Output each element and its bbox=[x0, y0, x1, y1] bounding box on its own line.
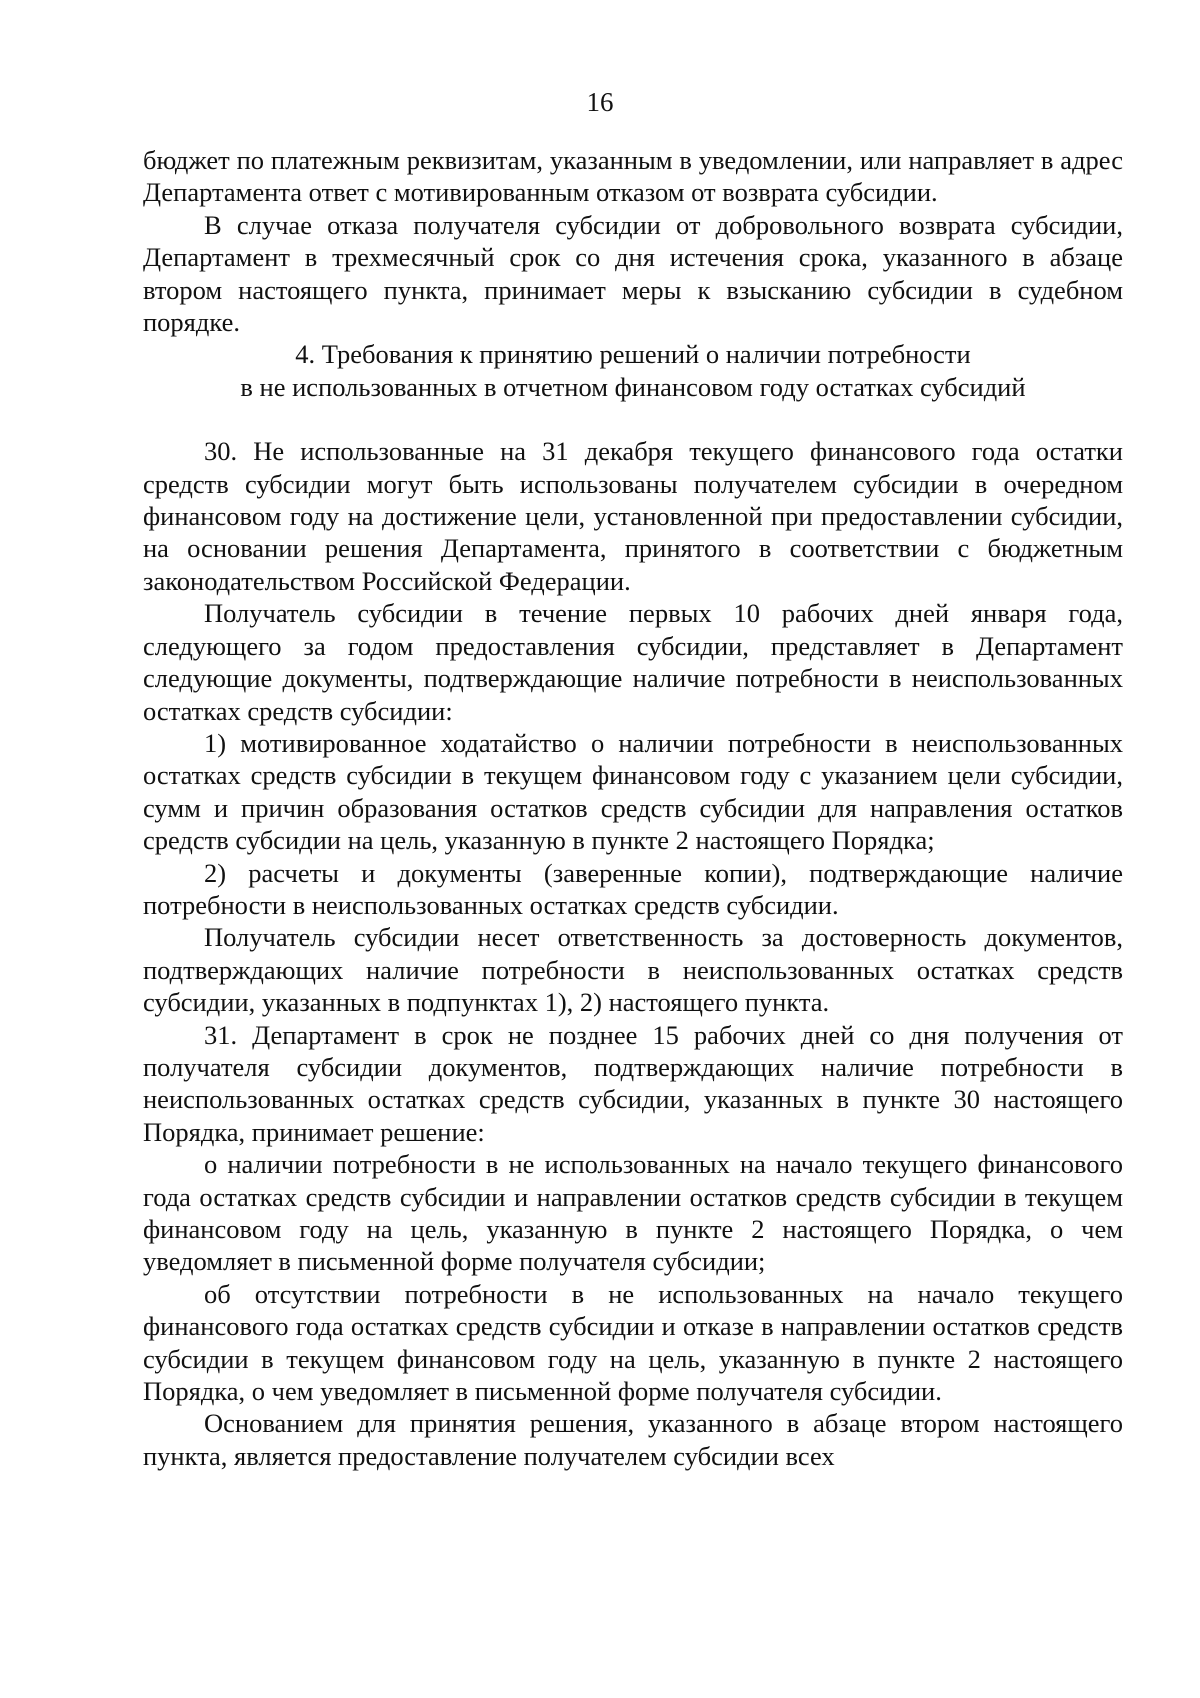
paragraph-decision-need: о наличии потребности в не использованных на начало текущего финансового года остатках средств субсидии и направлении остатков средств субсидии в текущем финансовом году на цель, указанную в пункте 2 настоящего Порядка, о чем уведомляет в письменной форме получателя субсидии; bbox=[143, 1149, 1123, 1277]
paragraph-responsibility: Получатель субсидии несет ответственность за достоверность документов, подтверждающих наличие потребности в неиспользованных остатках средств субсидии, указанных в подпунктах 1), 2) настоящего пункта. bbox=[143, 922, 1123, 1018]
paragraph-refusal-case: В случае отказа получателя субсидии от добровольного возврата субсидии, Департамент в трехмесячный срок со дня истечения срока, указанного в абзаце втором настоящего пункта, принимает меры к взысканию субсидии в судебном порядке. bbox=[143, 209, 1123, 338]
paragraph-clause-31: 31. Департамент в срок не позднее 15 рабочих дней со дня получения от получателя субсидии документов, подтверждающих наличие потребности в неиспользованных остатках средств субсидии, указанных в пункте 30 настоящего Порядка, принимает решение: bbox=[143, 1019, 1123, 1147]
paragraph-basis: Основанием для принятия решения, указанного в абзаце втором настоящего пункта, является предоставление получателем субсидии всех bbox=[143, 1408, 1123, 1471]
paragraph-continuation: бюджет по платежным реквизитам, указанным в уведомлении, или направляет в адрес Департамента ответ с мотивированным отказом от возврата субсидии. bbox=[143, 145, 1123, 208]
paragraph-item-1: 1) мотивированное ходатайство о наличии потребности в неиспользованных остатках средств субсидии в текущем финансовом году с указанием цели субсидии, сумм и причин образования остатков средств субсидии для направления остатков средств субсидии на цель, указанную в пункте 2 настоящего Порядка; bbox=[143, 727, 1123, 856]
paragraph-clause-30: 30. Не использованные на 31 декабря текущего финансового года остатки средств субсидии могут быть использованы получателем субсидии в очередном финансовом году на достижение цели, установленной при предоставлении субсидии, на основании решения Департамента, принятого в соответствии с бюджетным законодательством Российской Федерации. bbox=[143, 436, 1123, 596]
paragraph-item-2: 2) расчеты и документы (заверенные копии), подтверждающие наличие потребности в неиспользованных остатках средств субсидии. bbox=[143, 857, 1123, 920]
section-heading-line-2: в не использованных в отчетном финансовом году остатках субсидий bbox=[240, 371, 1026, 402]
paragraph-decision-no-need: об отсутствии потребности в не использованных на начало текущего финансового года остатках средств субсидии и отказе в направлении остатков средств субсидии в текущем финансовом году на цель, указанную в пункте 2 настоящего Порядка, о чем уведомляет в письменной форме получателя субсидии. bbox=[143, 1278, 1123, 1407]
page-number: 16 bbox=[586, 87, 614, 117]
document-body bbox=[143, 144, 1123, 1472]
section-heading-line-1: 4. Требования к принятию решений о наличии потребности bbox=[295, 339, 971, 370]
spacer bbox=[143, 403, 1123, 435]
paragraph-recipient-documents: Получатель субсидии в течение первых 10 рабочих дней января года, следующего за годом предоставления субсидии, представляет в Департамент следующие документы, подтверждающие наличие потребности в неиспользованных остатках средств субсидии: bbox=[143, 598, 1123, 726]
